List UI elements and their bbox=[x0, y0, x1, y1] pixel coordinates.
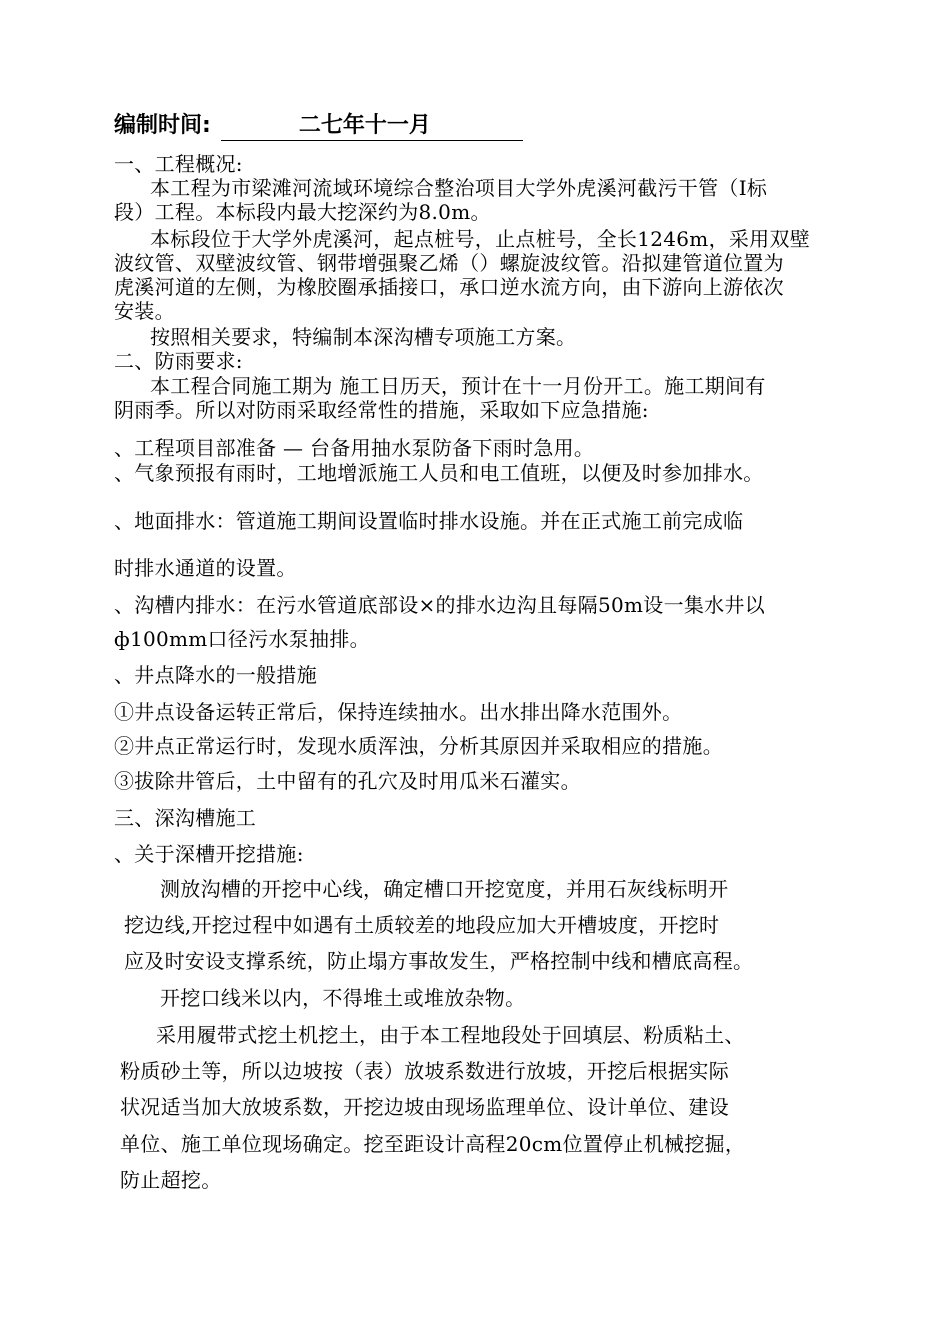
section-heading-overview: 一、工程概况: bbox=[114, 152, 243, 176]
section-heading-trench: 三、深沟槽施工 bbox=[114, 806, 257, 830]
paragraph-line: 按照相关要求，特编制本深沟槽专项施工方案。 bbox=[150, 325, 577, 349]
list-item: 、地面排水：管道施工期间设置临时排水设施。并在正式施工前完成临 bbox=[114, 509, 744, 533]
compile-date-label: 编制时间: bbox=[114, 113, 211, 138]
list-item: ③拔除井管后，土中留有的孔穴及时用瓜米石灌实。 bbox=[114, 769, 581, 793]
paragraph-line: 本工程为市梁滩河流域环境综合整治项目大学外虎溪河截污干管（Ⅰ标 bbox=[150, 176, 768, 200]
paragraph-line: ф100mm口径污水泵抽排。 bbox=[114, 627, 370, 651]
list-item: 、沟槽内排水：在污水管道底部设×的排水边沟且每隔50m设一集水井以 bbox=[114, 593, 766, 617]
compile-date-value: 二七年十一月 bbox=[221, 112, 523, 141]
list-item: 、关于深槽开挖措施: bbox=[114, 842, 304, 866]
paragraph-line: 时排水通道的设置。 bbox=[114, 556, 297, 580]
paragraph-line: 段）工程。本标段内最大挖深约为8.0m。 bbox=[114, 200, 491, 224]
paragraph-line: 安装。 bbox=[114, 299, 175, 323]
paragraph-line: 测放沟槽的开挖中心线，确定槽口开挖宽度，并用石灰线标明开 bbox=[160, 877, 729, 901]
paragraph-line: 单位、施工单位现场确定。挖至距设计高程20cm位置停止机械挖掘， bbox=[120, 1132, 746, 1156]
paragraph-line: 开挖口线米以内，不得堆土或堆放杂物。 bbox=[160, 986, 526, 1010]
section-heading-rain: 二、防雨要求: bbox=[114, 349, 243, 373]
list-item: 、气象预报有雨时，工地增派施工人员和电工值班，以便及时参加排水。 bbox=[114, 461, 764, 485]
paragraph-line: 本标段位于大学外虎溪河，起点桩号，止点桩号，全长1246m，采用双壁 bbox=[150, 227, 811, 251]
paragraph-line: 挖边线,开挖过程中如遇有土质较差的地段应加大开槽坡度，开挖时 bbox=[124, 913, 720, 937]
compile-date-line bbox=[114, 112, 523, 141]
paragraph-line: 防止超挖。 bbox=[120, 1168, 222, 1192]
paragraph-line: 阴雨季。所以对防雨采取经常性的措施，采取如下应急措施: bbox=[114, 398, 649, 422]
paragraph-line: 采用履带式挖土机挖土，由于本工程地段处于回填层、粉质粘土、 bbox=[156, 1023, 745, 1047]
list-item: 、工程项目部准备 — 台备用抽水泵防备下雨时急用。 bbox=[114, 436, 595, 460]
list-item: ②井点正常运行时，发现水质浑浊，分析其原因并采取相应的措施。 bbox=[114, 734, 723, 758]
paragraph-line: 波纹管、双壁波纹管、钢带增强聚乙烯（）螺旋波纹管。沿拟建管道位置为 bbox=[114, 251, 784, 275]
list-item: ①井点设备运转正常后，保持连续抽水。出水排出降水范围外。 bbox=[114, 700, 683, 724]
paragraph-line: 应及时安设支撑系统，防止塌方事故发生，严格控制中线和槽底高程。 bbox=[124, 949, 754, 973]
paragraph-line: 粉质砂土等，所以边坡按（表）放坡系数进行放坡，开挖后根据实际 bbox=[120, 1059, 729, 1083]
paragraph-line: 本工程合同施工期为 施工日历天，预计在十一月份开工。施工期间有 bbox=[150, 374, 766, 398]
paragraph-line: 状况适当加大放坡系数，开挖边坡由现场监理单位、设计单位、建设 bbox=[120, 1095, 729, 1119]
list-item: 、井点降水的一般措施 bbox=[114, 663, 317, 687]
paragraph-line: 虎溪河道的左侧，为橡胶圈承插接口，承口逆水流方向，由下游向上游依次 bbox=[114, 275, 784, 299]
